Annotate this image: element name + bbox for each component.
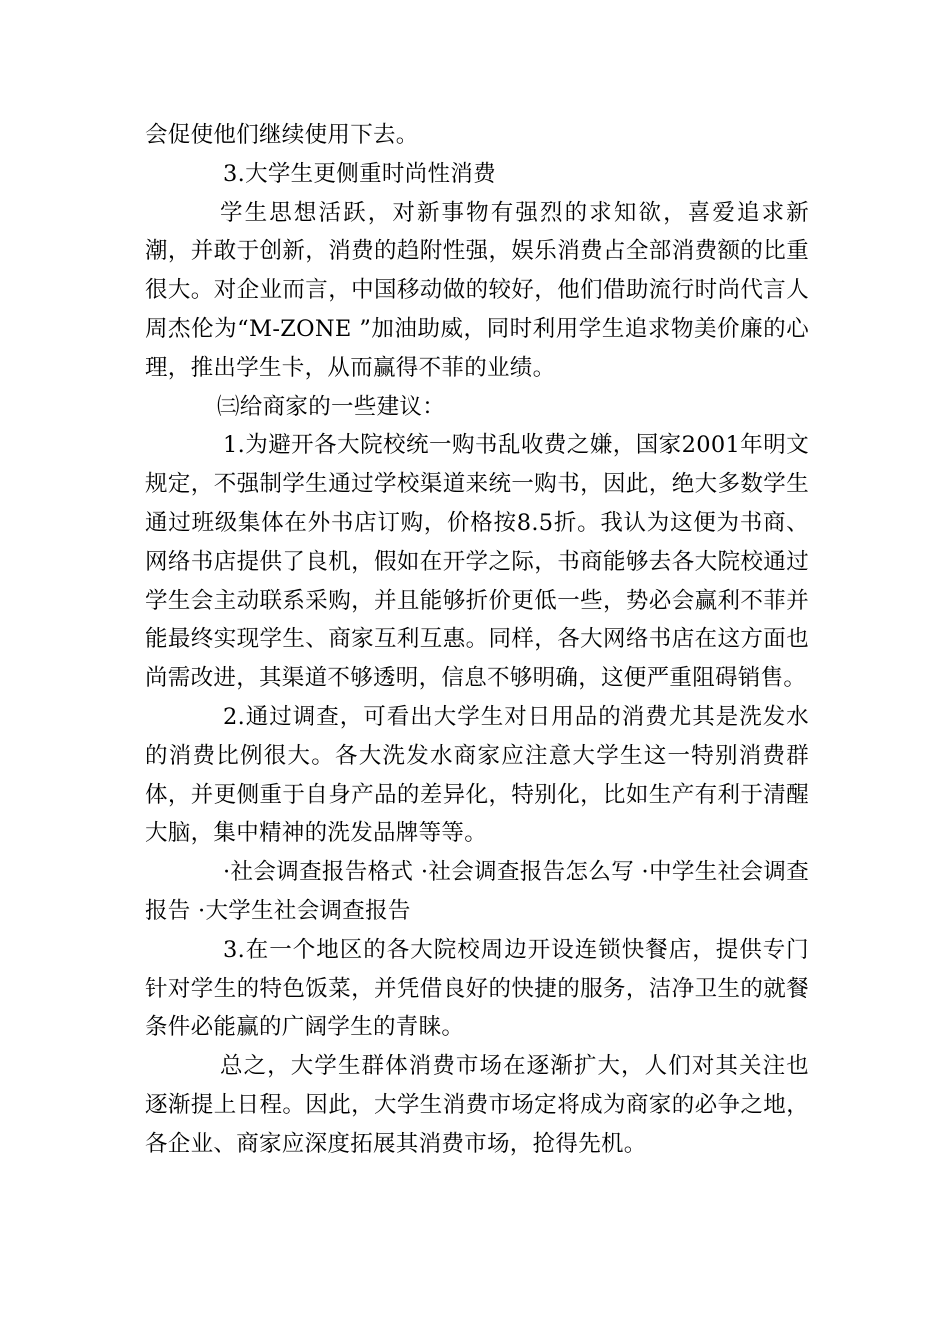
paragraph-suggestion-books: 1.为避开各大院校统一购书乱收费之嫌，国家2001年明文规定，不强制学生通过学校渠道来统一购书，因此，绝大多数学生通过班级集体在外书店订购，价格按8.5折。我认为这便为书商、网络书店提供了良机，假如在开学之际，书商能够去各大院校通过学生会主动联系采购，并且能够折价更低一些，势必会赢利不菲并能最终实现学生、商家互利互惠。同样，各大网络书店在这方面也尚需改进，其渠道不够透明，信息不够明确，这便严重阻碍销售。 (145, 432, 809, 692)
paragraph-conclusion: 总之，大学生群体消费市场在逐渐扩大，人们对其关注也逐渐提上日程。因此，大学生消费市场定将成为商家的必争之地，各企业、商家应深度拓展其消费市场，抢得先机。 (145, 1053, 809, 1157)
paragraph-continuation: 会促使他们继续使用下去。 (145, 122, 419, 148)
section-heading-suggestions: ㈢给商家的一些建议： (217, 393, 446, 420)
document-body (145, 116, 809, 1164)
paragraph-suggestion-restaurant: 3.在一个地区的各大院校周边开设连锁快餐店，提供专门针对学生的特色饭菜，并凭借良好的快捷的服务，洁净卫生的就餐条件必能赢的广阔学生的青睐。 (145, 936, 809, 1041)
paragraph-student-trends: 学生思想活跃，对新事物有强烈的求知欲，喜爱追求新潮，并敢于创新，消费的趋附性强，娱乐消费占全部消费额的比重很大。对企业而言，中国移动做的较好，他们借助流行时尚代言人周杰伦为“M-ZONE ”加油助威，同时利用学生追求物美价廉的心理，推出学生卡，从而赢得不菲的业绩。 (145, 199, 809, 381)
section-heading-fashion-consumption: 3.大学生更侧重时尚性消费 (223, 160, 496, 187)
related-links[interactable]: ·社会调查报告格式 ·社会调查报告怎么写 ·中学生社会调查报告 ·大学生社会调查报告 (145, 859, 809, 924)
paragraph-suggestion-shampoo: 2.通过调查，可看出大学生对日用品的消费尤其是洗发水的消费比例很大。各大洗发水商家应注意大学生这一特别消费群体，并更侧重于自身产品的差异化，特别化，比如生产有利于清醒大脑，集中精神的洗发品牌等等。 (145, 703, 809, 847)
